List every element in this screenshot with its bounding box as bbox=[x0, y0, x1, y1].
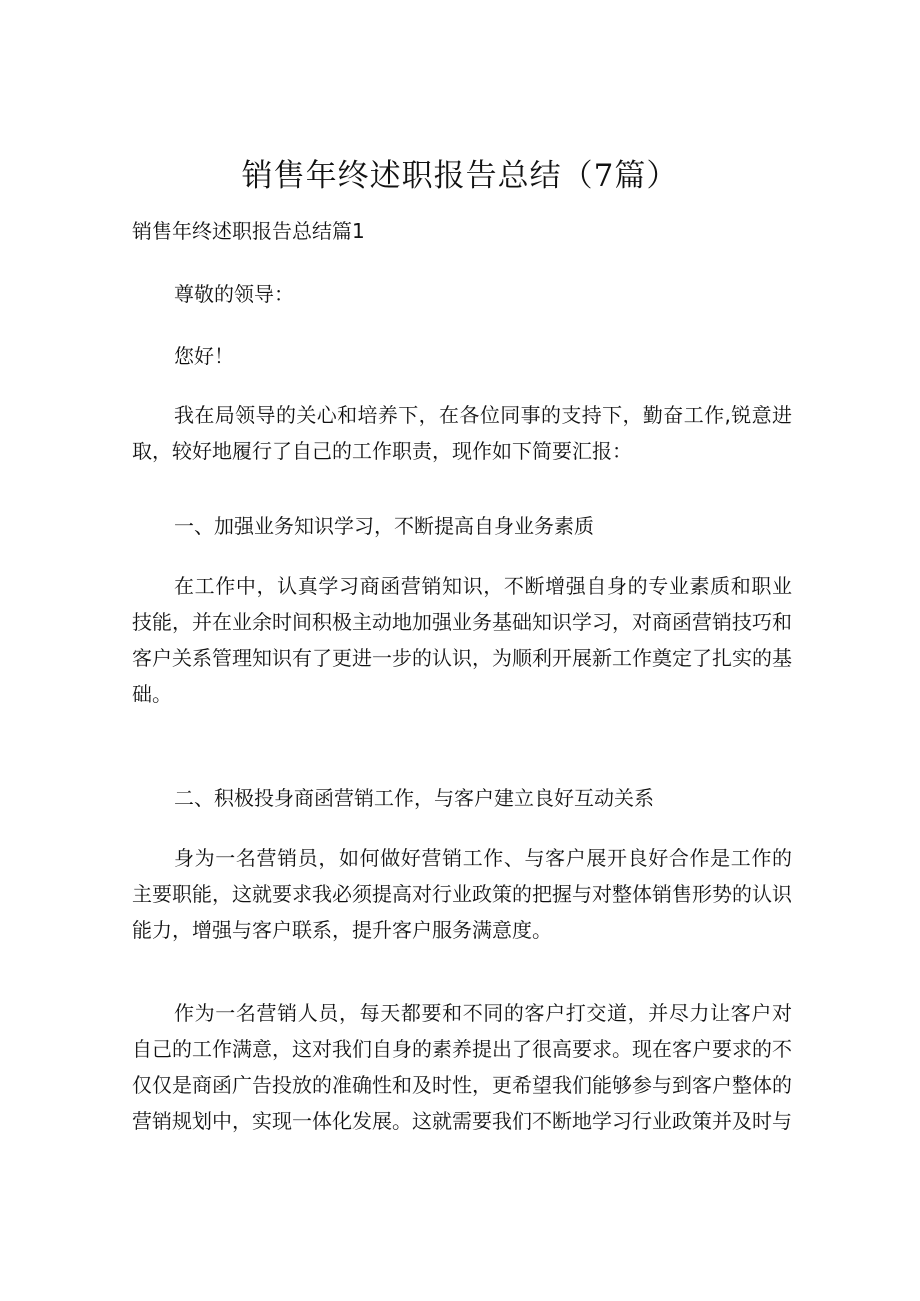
section-heading: 销售年终述职报告总结篇1 bbox=[132, 219, 365, 243]
salutation-paragraph: 尊敬的领导： bbox=[174, 282, 294, 306]
document-title: 销售年终述职报告总结（7篇） bbox=[241, 158, 679, 194]
body-paragraph: 在工作中，认真学习商函营销知识，不断增强自身的专业素质和职业技能，并在业余时间积极主动地加强业务基础知识学习，对商函营销技巧和客户关系管理知识有了更进一步的认识，为顺利开展新工作奠定了扎实的基础。 bbox=[132, 574, 792, 706]
subheading-one: 一、加强业务知识学习，不断提高自身业务素质 bbox=[174, 514, 594, 538]
intro-paragraph: 我在局领导的关心和培养下，在各位同事的支持下，勤奋工作,锐意进取，较好地履行了自己的工作职责，现作如下简要汇报： bbox=[132, 403, 792, 463]
body-paragraph: 作为一名营销人员，每天都要和不同的客户打交道，并尽力让客户对自己的工作满意，这对我们自身的素养提出了很高要求。现在客户要求的不仅仅是商函广告投放的准确性和及时性，更希望我们能够参与到客户整体的营销规划中，实现一体化发展。这就需要我们不断地学习行业政策并及时与 bbox=[132, 1001, 792, 1133]
body-paragraph: 身为一名营销员，如何做好营销工作、与客户展开良好合作是工作的主要职能，这就要求我必须提高对行业政策的把握与对整体销售形势的认识能力，增强与客户联系，提升客户服务满意度。 bbox=[132, 846, 792, 942]
subheading-two: 二、积极投身商函营销工作，与客户建立良好互动关系 bbox=[174, 786, 654, 810]
greeting-paragraph: 您好！ bbox=[174, 344, 234, 368]
